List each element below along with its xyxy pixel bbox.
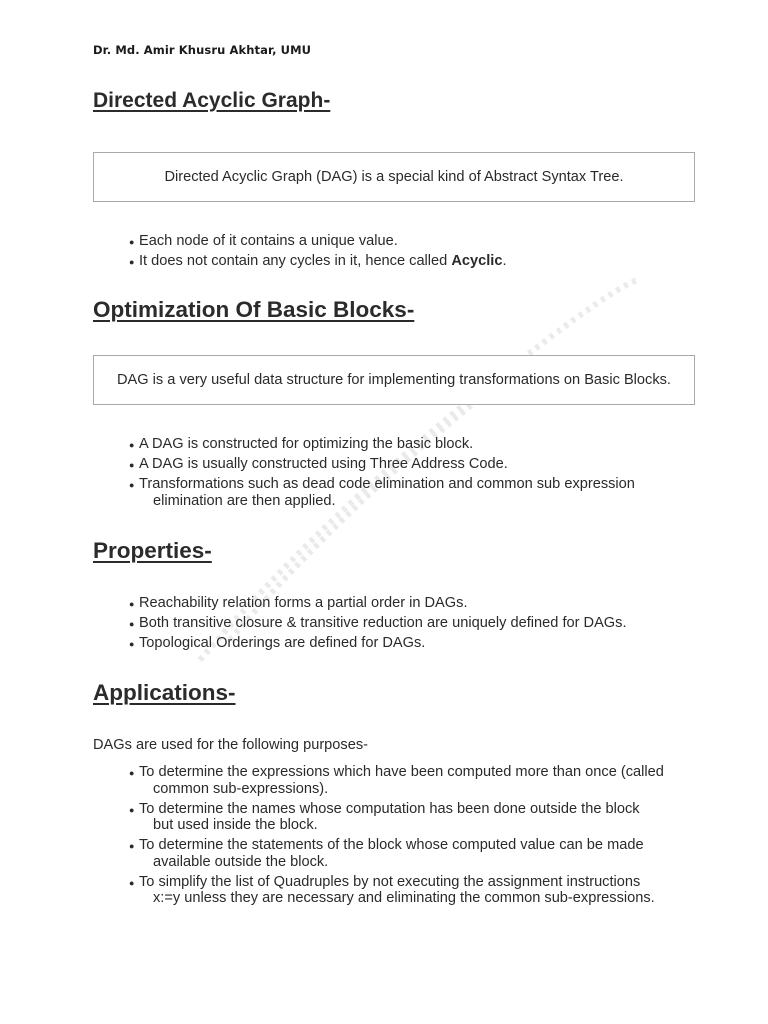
section-heading-properties: Properties- — [93, 538, 212, 563]
bullet-icon: ● — [129, 639, 135, 649]
list-item: ● To simplify the list of Quadruples by not executing the assignment instructions x:=y unless they are necessary and eliminating the common sub-expressions. — [129, 873, 655, 906]
definition-box-optimization — [93, 355, 695, 405]
bullet-icon: ● — [129, 460, 135, 470]
section-heading-optimization: Optimization Of Basic Blocks- — [93, 297, 415, 322]
list-item: ● To determine the statements of the block whose computed value can be made available outside the block. — [129, 837, 644, 870]
list-item: ● To determine the names whose computation has been done outside the block but used inside the block. — [129, 800, 640, 833]
bullet-icon: ● — [129, 237, 135, 247]
bullet-icon: ● — [129, 440, 135, 450]
bullet-list-properties — [129, 595, 689, 655]
author-header: Dr. Md. Amir Khusru Akhtar, UMU — [93, 43, 312, 57]
bullet-icon: ● — [129, 841, 135, 851]
bullet-list-dag — [129, 233, 689, 273]
definition-text: Directed Acyclic Graph (DAG) is a special kind of Abstract Syntax Tree. — [164, 169, 624, 185]
applications-intro: DAGs are used for the following purposes- — [93, 737, 368, 753]
bullet-list-applications — [129, 764, 689, 910]
bullet-icon: ● — [129, 599, 135, 609]
list-item: ● Both transitive closure & transitive reduction are uniquely defined for DAGs. — [129, 615, 627, 631]
bullet-icon: ● — [129, 768, 135, 778]
emphasis-acyclic: Acyclic — [451, 253, 503, 269]
list-item: ● A DAG is constructed for optimizing the basic block. — [129, 436, 474, 452]
bullet-icon: ● — [129, 804, 135, 815]
bullet-icon: ● — [129, 619, 135, 629]
section-heading-applications: Applications- — [93, 680, 236, 705]
definition-text: DAG is a very useful data structure for implementing transformations on Basic Blocks. — [117, 372, 671, 388]
list-item: ● A DAG is usually constructed using Three Address Code. — [129, 456, 508, 472]
bullet-icon: ● — [129, 877, 135, 888]
section-heading-dag: Directed Acyclic Graph- — [93, 89, 331, 112]
bullet-icon: ● — [129, 480, 135, 490]
list-item: ● It does not contain any cycles in it, hence called Acyclic. — [129, 253, 507, 269]
bullet-list-optimization — [129, 436, 689, 513]
list-item: ● To determine the expressions which have been computed more than once (called common sub-expressions). — [129, 764, 664, 797]
definition-box-dag — [93, 152, 695, 202]
list-item: ● Reachability relation forms a partial order in DAGs. — [129, 595, 468, 611]
bullet-icon: ● — [129, 257, 135, 267]
list-item: ● Transformations such as dead code elimination and common sub expression elimination are then applied. — [129, 476, 635, 509]
list-item: ● Topological Orderings are defined for DAGs. — [129, 635, 426, 651]
list-item: ● Each node of it contains a unique value. — [129, 233, 398, 249]
